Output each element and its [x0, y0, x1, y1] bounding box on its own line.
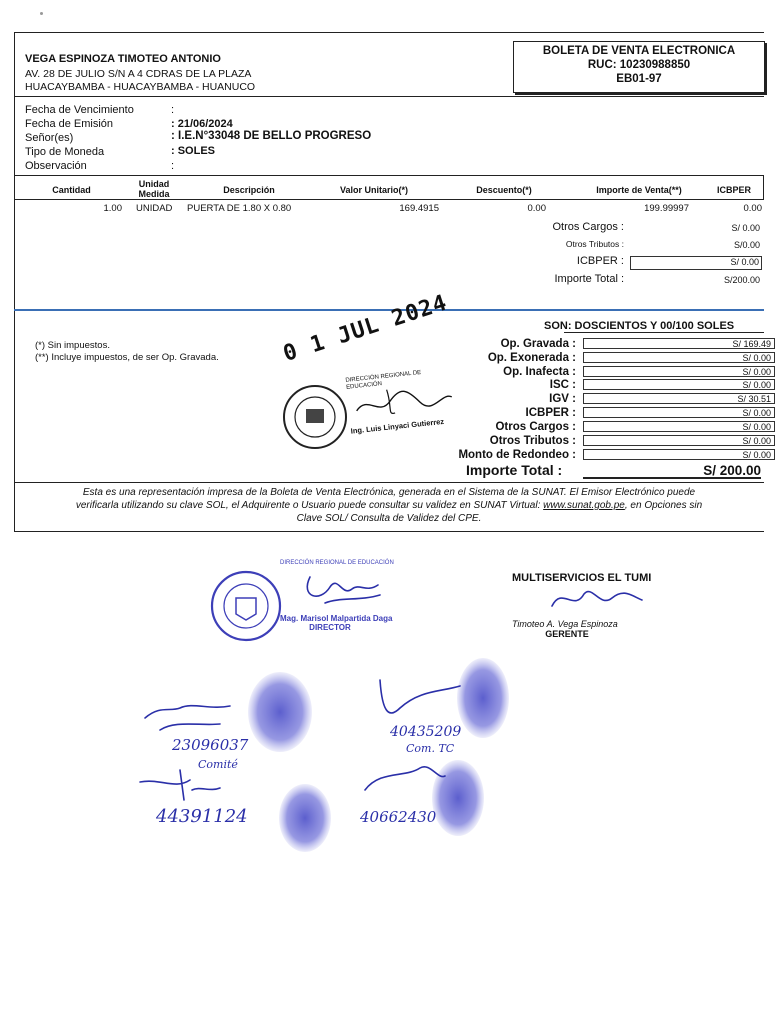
- total-value: S/ 30.51: [583, 393, 775, 404]
- field-value-emision: : 21/06/2024: [171, 118, 233, 130]
- subtotal-otros-cargos-label: Otros Cargos :: [552, 221, 624, 233]
- total-label: ICBPER :: [525, 407, 576, 419]
- field-value-observacion: :: [171, 160, 175, 172]
- total-label: ISC :: [549, 379, 576, 391]
- total-value: S/ 169.49: [583, 338, 775, 349]
- cell-descripcion: PUERTA DE 1.80 X 0.80: [187, 203, 292, 214]
- receipt-number: EB01-97: [616, 73, 662, 85]
- fingerprint-icon: [248, 672, 312, 752]
- total-value: S/ 0.00: [583, 407, 775, 418]
- subtotal-importe-total-value: S/200.00: [723, 275, 760, 285]
- sunat-link[interactable]: www.sunat.gob.pe: [543, 500, 625, 511]
- total-value: S/ 0.00: [583, 379, 775, 390]
- col-importe: Importe de Venta(**): [596, 185, 682, 195]
- total-value: S/ 0.00: [583, 366, 775, 377]
- scan-mark: [40, 12, 43, 15]
- company-name: MULTISERVICIOS EL TUMI: [512, 572, 652, 584]
- grand-total-label: Importe Total :: [466, 462, 563, 478]
- field-label-observacion: Observación: [25, 160, 87, 172]
- amount-in-words: SON: DOSCIENTOS Y 00/100 SOLES: [544, 320, 735, 332]
- total-label: IGV :: [549, 393, 576, 405]
- col-descripcion: Descripción: [223, 185, 275, 195]
- total-value: S/ 0.00: [583, 421, 775, 432]
- footer-note: [14, 486, 764, 525]
- total-label: Otros Cargos :: [495, 421, 576, 433]
- total-value: S/ 0.00: [583, 435, 775, 446]
- handwriting-6: 40662430: [360, 808, 437, 826]
- field-value-senor: : I.E.N°33048 DE BELLO PROGRESO: [171, 130, 372, 142]
- total-row-otros-tributos: [454, 435, 771, 448]
- official-stamp: [345, 366, 461, 437]
- issuer-address2: HUACAYBAMBA - HUACAYBAMBA - HUANUCO: [25, 81, 256, 93]
- subtotal-otros-tributos-value: S/0.00: [733, 240, 760, 250]
- subtotal-otros-tributos-label: Otros Tributos :: [565, 239, 624, 249]
- fingerprint-icon: [279, 784, 331, 852]
- manager-name: Timoteo A. Vega Espinoza: [512, 619, 618, 629]
- company-stamp: [512, 572, 672, 642]
- table-top-border: [14, 175, 764, 176]
- signature-2: [380, 680, 460, 713]
- director-signature: [280, 567, 410, 609]
- note-incluye-impuestos: (**) Incluye impuestos, de ser Op. Gravada.: [35, 352, 219, 363]
- footer-line2: [14, 499, 764, 512]
- field-label-vencimiento: Fecha de Vencimiento: [25, 104, 134, 116]
- total-value: S/ 0.00: [583, 449, 775, 460]
- total-row-igv: [454, 393, 771, 406]
- footer-line2-b: , en Opciones sin: [624, 500, 703, 511]
- signature-3: [140, 770, 220, 800]
- fingerprint-icon: [457, 658, 509, 738]
- regional-education-seal: [280, 382, 350, 452]
- fingerprint-icon: [432, 760, 484, 836]
- col-descuento: Descuento(*): [476, 185, 532, 195]
- total-row-redondeo: [454, 449, 771, 462]
- signatures-area: [120, 650, 560, 870]
- director-stamp-header: DIRECCIÓN REGIONAL DE EDUCACIÓN: [280, 560, 394, 566]
- total-row-isc: [454, 379, 771, 392]
- cell-unidad: UNIDAD: [136, 203, 173, 214]
- total-label: Otros Tributos :: [489, 435, 576, 447]
- footer-line1: Esta es una representación impresa de la Boleta de Venta Electrónica, generada en el Sistema de la SUNAT. El Emisor Electrónico puede: [82, 487, 696, 498]
- total-row-op-exonerada: [454, 352, 771, 365]
- col-unidad: Unidad Medida: [138, 179, 170, 199]
- receipt-box: [513, 41, 765, 93]
- signature-1: [145, 706, 230, 730]
- handwriting-2: Comité: [198, 758, 238, 771]
- total-row-otros-cargos: [454, 421, 771, 434]
- total-row-icbper: [454, 407, 771, 420]
- handwriting-4: Com. TC: [406, 742, 455, 755]
- director-title: DIRECTOR: [309, 623, 351, 632]
- manager-signature: [512, 584, 672, 614]
- cell-valor-unitario: 169.4915: [399, 203, 439, 214]
- field-label-emision: Fecha de Emisión: [25, 118, 114, 130]
- footer-line2-a: verificarla utilizando su clave SOL, el Adquirente o Usuario puede consultar su validez en SUNAT Virtual:: [75, 500, 544, 511]
- issuer-name: VEGA ESPINOZA TIMOTEO ANTONIO: [25, 53, 221, 65]
- footer-line3: Clave SOL/ Consulta de Validez del CPE.: [296, 513, 482, 524]
- total-label: Monto de Redondeo :: [458, 449, 576, 461]
- director-name: Mag. Marisol Malpartida Daga: [280, 614, 393, 623]
- total-label: Op. Exonerada :: [487, 352, 576, 364]
- col-cantidad: Cantidad: [52, 185, 91, 195]
- bottom-border: [14, 531, 764, 532]
- total-row-op-gravada: [454, 338, 771, 351]
- col-icbper: ICBPER: [716, 185, 751, 195]
- receipt-document: [14, 32, 771, 532]
- date-stamp: 0 1 JUL 2024: [280, 290, 451, 367]
- total-label: Op. Gravada :: [500, 338, 576, 350]
- col-valor-unitario: Valor Unitario(*): [339, 185, 408, 195]
- director-stamp: [280, 560, 410, 640]
- total-value: S/ 0.00: [583, 352, 775, 363]
- subtotal-icbper-label: ICBPER :: [576, 255, 624, 267]
- field-label-moneda: Tipo de Moneda: [25, 146, 105, 158]
- handwriting-3: 40435209: [390, 724, 462, 740]
- total-label: Op. Inafecta :: [503, 366, 576, 378]
- cell-importe: 199.99997: [644, 203, 689, 214]
- subtotal-otros-cargos-value: S/ 0.00: [731, 223, 760, 233]
- field-value-vencimiento: :: [171, 104, 175, 116]
- handwriting-5: 44391124: [156, 806, 248, 827]
- subtotal-icbper-value: S/ 0.00: [630, 256, 762, 270]
- receipt-ruc: RUC: 10230988850: [587, 59, 691, 71]
- cell-cantidad: 1.00: [103, 203, 122, 214]
- signature-4: [365, 767, 445, 790]
- cell-descuento: 0.00: [527, 203, 546, 214]
- amount-underline: [564, 332, 764, 333]
- top-border: [14, 32, 764, 33]
- direccion-seal: [208, 568, 284, 644]
- subtotal-importe-total-label: Importe Total :: [554, 273, 624, 285]
- left-border: [14, 32, 15, 532]
- field-label-senor: Señor(es): [25, 132, 74, 144]
- issuer-address1: AV. 28 DE JULIO S/N A 4 CDRAS DE LA PLAZA: [25, 68, 252, 80]
- field-value-moneda: : SOLES: [171, 145, 216, 157]
- cell-icbper: 0.00: [743, 203, 762, 214]
- receipt-title: BOLETA DE VENTA ELECTRONICA: [542, 45, 736, 57]
- official-name: Ing. Luis Linyaci Gutierrez: [350, 416, 445, 436]
- table-header-divider: [14, 199, 764, 200]
- manager-title: GERENTE: [545, 629, 589, 639]
- table-right-border: [763, 175, 764, 200]
- note-sin-impuestos: (*) Sin impuestos.: [35, 340, 110, 351]
- total-row-op-inafecta: [454, 366, 771, 379]
- handwriting-1: 23096037: [172, 736, 249, 754]
- official-stamp-header: DIRECCIÓN REGIONAL DE EDUCACIÓN: [345, 369, 422, 391]
- footer-divider: [14, 482, 764, 483]
- grand-total-value: S/ 200.00: [583, 463, 761, 479]
- header-divider: [14, 96, 764, 97]
